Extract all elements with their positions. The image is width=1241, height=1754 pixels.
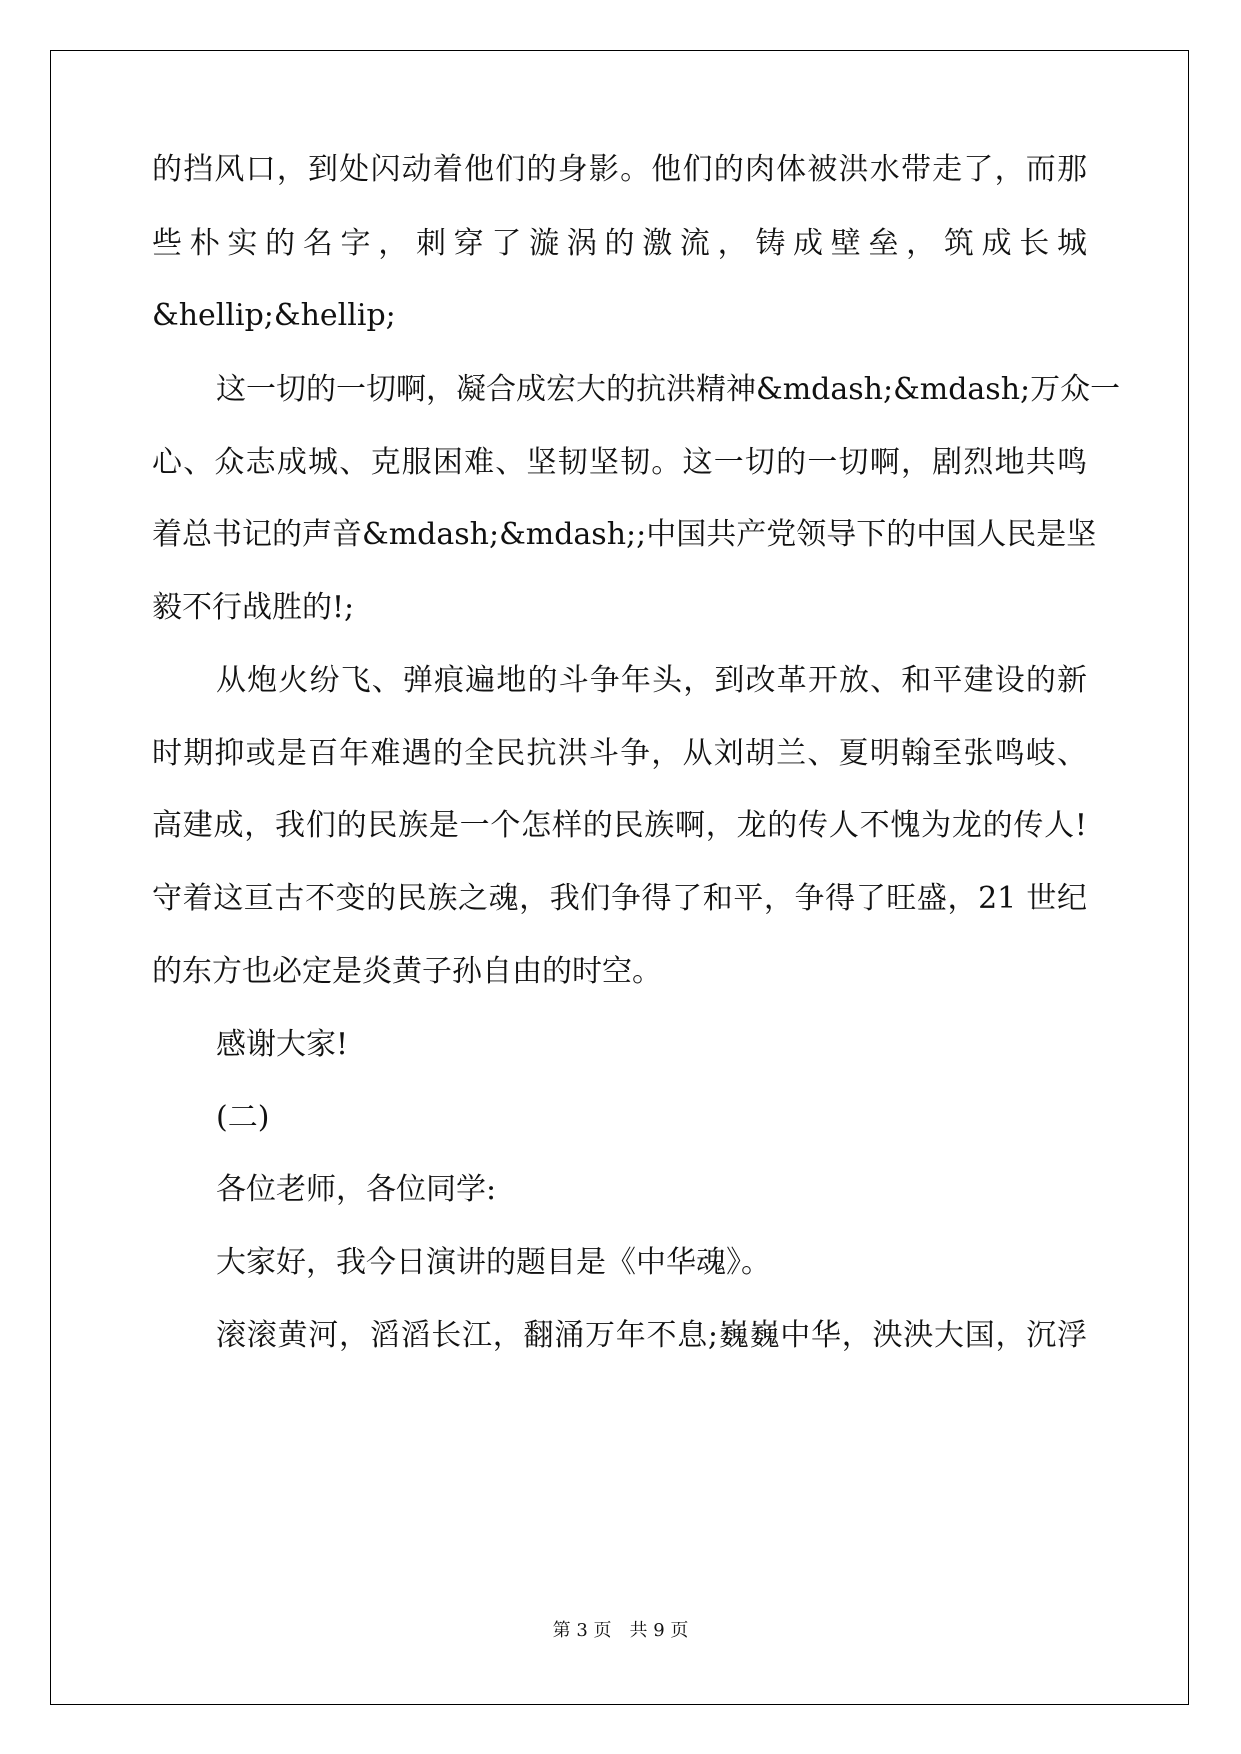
page-number-footer: 第 3 页 共 9 页 <box>552 1620 689 1641</box>
text-line: 时期抑或是百年难遇的全民抗洪斗争，从刘胡兰、夏明翰至张鸣岐、 <box>152 736 1087 771</box>
salutation: 各位老师，各位同学: <box>216 1172 497 1207</box>
text-line: 大家好，我今日演讲的题目是《中华魂》。 <box>216 1245 771 1280</box>
text-line: 滚滚黄河，滔滔长江，翻涌万年不息;巍巍中华，泱泱大国，沉浮 <box>216 1318 1087 1353</box>
text-line: 毅不行战胜的!; <box>152 590 355 625</box>
text-line: &hellip;&hellip; <box>152 298 396 333</box>
text-line: 守着这亘古不变的民族之魂，我们争得了和平，争得了旺盛，21 世纪 <box>152 881 1087 916</box>
text-line: 的东方也必定是炎黄子孙自由的时空。 <box>152 954 662 989</box>
text-line: 高建成，我们的民族是一个怎样的民族啊，龙的传人不愧为龙的传人! <box>152 808 1087 843</box>
text-line: 这一切的一切啊，凝合成宏大的抗洪精神&mdash;&mdash;万众一 <box>216 372 1121 407</box>
text-line: 从炮火纷飞、弹痕遍地的斗争年头，到改革开放、和平建设的新 <box>216 663 1087 698</box>
text-line: 些朴实的名字，刺穿了漩涡的激流，铸成壁垒，筑成长城 <box>152 226 1087 261</box>
section-marker: (二) <box>216 1100 270 1135</box>
text-line: 着总书记的声音&mdash;&mdash;;中国共产党领导下的中国人民是坚 <box>152 517 1097 552</box>
text-line: 的挡风口，到处闪动着他们的身影。他们的肉体被洪水带走了，而那 <box>152 152 1087 187</box>
text-line: 心、众志成城、克服困难、坚韧坚韧。这一切的一切啊，剧烈地共鸣 <box>152 445 1087 480</box>
text-line: 感谢大家! <box>216 1027 349 1062</box>
